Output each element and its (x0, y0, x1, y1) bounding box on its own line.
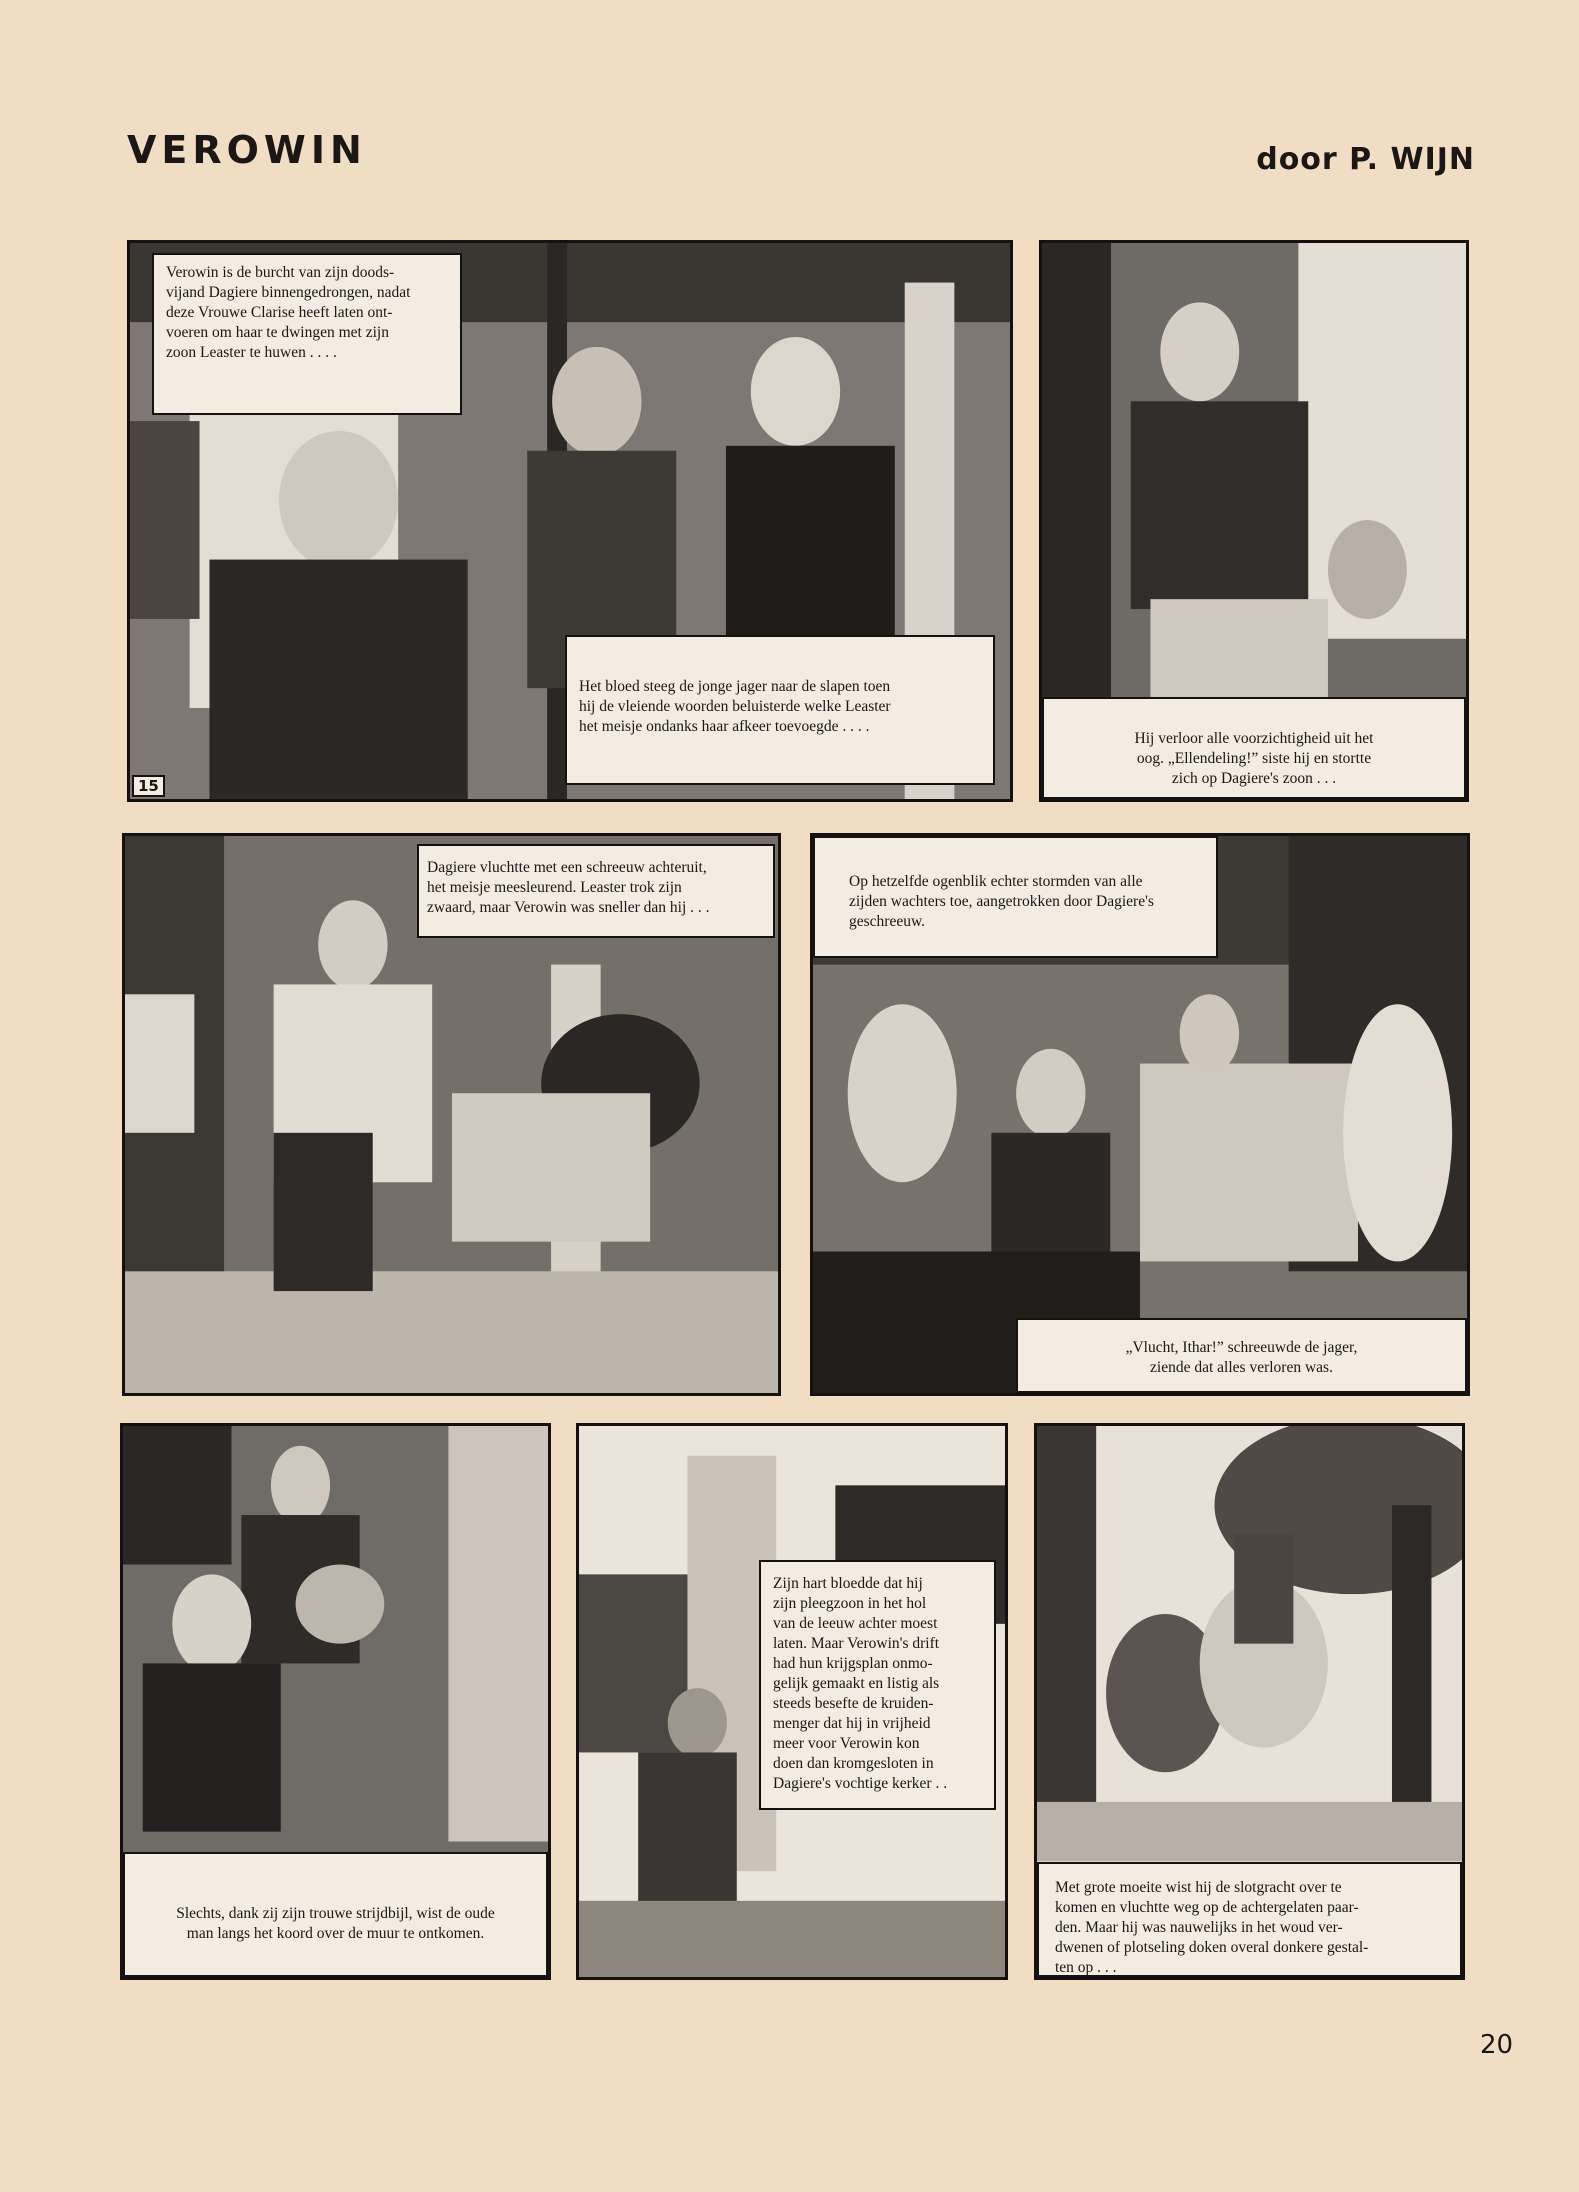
panel-1 (127, 240, 1013, 802)
panel-4-caption-2: „Vlucht, Ithar!” schreeuwde de jager, ziende dat alles verloren was. (1016, 1318, 1467, 1393)
panel-5-caption: Slechts, dank zij zijn trouwe strijdbijl, wist de oude man langs het koord over de muur te ontkomen. (123, 1852, 548, 1977)
comic-title: VEROWIN (127, 128, 367, 172)
panel-6-caption: Zijn hart bloedde dat hij zijn pleegzoon in het hol van de leeuw achter moest laten. Maar Verowin's drift had hun krijgsplan onmo- gelijk gemaakt en listig als steeds besefte de kruiden- menger dat hij in vrijheid meer voor Verowin kon doen dan kromgesloten in Dagiere's vochtige kerker . . (759, 1560, 996, 1810)
panel-3-caption: Dagiere vluchtte met een schreeuw achteruit, het meisje meesleurend. Leaster trok zijn zwaard, maar Verowin was sneller dan hij . . . (417, 844, 775, 938)
panel-6 (576, 1423, 1008, 1980)
panel-1-caption-2: Het bloed steeg de jonge jager naar de slapen toen hij de vleiende woorden beluisterde welke Leaster het meisje ondanks haar afkeer toevoegde . . . . (565, 635, 995, 785)
panel-4-caption-1: Op hetzelfde ogenblik echter stormden van alle zijden wachters toe, aangetrokken door Dagiere's geschreeuw. (813, 836, 1218, 958)
panel-5 (120, 1423, 551, 1980)
panel-number: 15 (132, 775, 165, 797)
panel-4 (810, 833, 1470, 1396)
comic-author: door P. WIJN (1256, 142, 1475, 177)
panel-2 (1039, 240, 1469, 802)
panel-2-caption: Hij verloor alle voorzichtigheid uit het oog. „Ellendeling!” siste hij en stortte zich op Dagiere's zoon . . . (1042, 697, 1466, 799)
panel-7 (1034, 1423, 1465, 1980)
page-number: 20 (1480, 2030, 1514, 2060)
panel-7-caption: Met grote moeite wist hij de slotgracht over te komen en vluchtte weg op de achtergelaten paar- den. Maar hij was nauwelijks in het woud ver- dwenen of plotseling doken overal donkere gestal- ten op . . . (1037, 1862, 1462, 1977)
panel-1-caption-1: Verowin is de burcht van zijn doods- vijand Dagiere binnengedrongen, nadat deze Vrouwe Clarise heeft laten ont- voeren om haar te dwingen met zijn zoon Leaster te huwen . . . . (152, 253, 462, 415)
panel-3 (122, 833, 781, 1396)
